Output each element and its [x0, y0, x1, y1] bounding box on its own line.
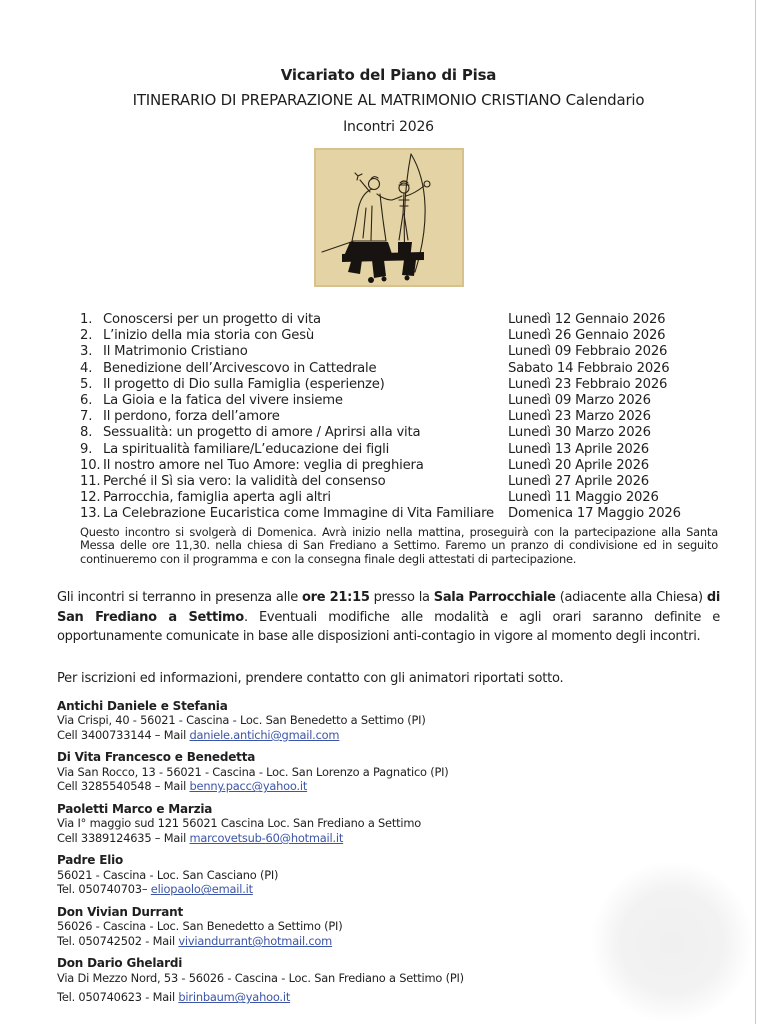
contact-name: Padre Elio [57, 853, 124, 868]
contact-block [57, 956, 720, 1005]
contacts-list [57, 699, 720, 1005]
contact-name: Antichi Daniele e Stefania [57, 698, 228, 713]
contact-phone: Tel. 050740623 - Mail [57, 990, 179, 1005]
schedule-number: 2. [80, 328, 93, 344]
wedding-couple-illustration [314, 148, 464, 287]
schedule-number: 12. [80, 490, 101, 506]
schedule-row [80, 377, 720, 393]
schedule-number: 6. [80, 393, 93, 409]
contact-address: Via San Rocco, 13 - 56021 - Cascina - Loc. San Lorenzo a Pagnatico (PI) [57, 764, 449, 779]
info-location-bold: di San Frediano a Settimo [57, 590, 721, 625]
info-text: Gli incontri si terranno in presenza alle [57, 590, 302, 606]
contact-name: Di Vita Francesco e Benedetta [57, 750, 256, 765]
contact-address: Via I° maggio sud 121 56021 Cascina Loc. San Frediano a Settimo [57, 816, 422, 831]
contact-name: Don Dario Ghelardi [57, 956, 183, 971]
schedule-number: 4. [80, 360, 93, 376]
contact-block [57, 905, 720, 949]
contact-block [57, 853, 720, 897]
sunday-meeting-note: Questo incontro si svolgerà di Domenica. Avrà inizio nella mattina, proseguirà con la partecipazione alla Santa Messa delle ore 11,30. nella chiesa di San Frediano a Settimo. Faremo un pranzo di condivisione ed in seguito continueremo con il programma e con la consegna finale degli attestati di partecipazione. [80, 524, 718, 566]
schedule-date: Lunedì 20 Aprile 2026 [508, 457, 649, 473]
schedule-topic: Perché il Sì sia vero: la validità del consenso [103, 474, 386, 490]
schedule-date: Lunedì 26 Gennaio 2026 [508, 328, 666, 344]
schedule-date: Lunedì 30 Marzo 2026 [508, 425, 651, 441]
contact-phone: Tel. 050742502 - Mail [57, 933, 179, 948]
contact-email-link[interactable]: benny.pacc@yahoo.it [189, 779, 308, 794]
contact-email-link[interactable]: eliopaolo@email.it [150, 882, 253, 897]
contact-phone-mail-line [57, 934, 720, 949]
couple-sketch-image [314, 148, 464, 287]
schedule-number: 5. [80, 376, 93, 392]
contact-block [57, 699, 720, 743]
contact-phone-mail-line [57, 990, 720, 1005]
schedule-topic: Parrocchia, famiglia aperta agli altri [103, 490, 331, 506]
schedule-topic: Il Matrimonio Cristiano [103, 344, 248, 360]
contact-email-link[interactable]: daniele.antichi@gmail.com [189, 727, 340, 742]
schedule-date: Lunedì 23 Marzo 2026 [508, 409, 651, 425]
contact-phone: Cell 3389124635 – Mail [57, 830, 190, 845]
schedule-date: Lunedì 27 Aprile 2026 [508, 474, 649, 490]
schedule-date: Lunedì 23 Febbraio 2026 [508, 376, 668, 392]
contacts-intro: Per iscrizioni ed informazioni, prendere contatto con gli animatori riportati sotto. [57, 670, 564, 686]
meeting-schedule-list [57, 312, 720, 523]
schedule-row [80, 361, 720, 377]
contact-address: Via Crispi, 40 - 56021 - Cascina - Loc. San Benedetto a Settimo (PI) [57, 713, 426, 728]
schedule-date: Lunedì 12 Gennaio 2026 [508, 312, 666, 327]
contact-address: Via Di Mezzo Nord, 53 - 56026 - Cascina - Loc. San Frediano a Settimo (PI) [57, 970, 464, 985]
schedule-topic: Il perdono, forza dell’amore [103, 409, 280, 425]
document-edition: Incontri 2026 [343, 119, 434, 135]
schedule-row [80, 490, 720, 506]
info-text: (adiacente alla Chiesa) [555, 590, 707, 606]
contact-phone: Cell 3400733144 – Mail [57, 727, 190, 742]
schedule-number: 13. [80, 506, 101, 522]
schedule-date: Domenica 17 Maggio 2026 [508, 506, 681, 522]
contact-phone-mail-line [57, 831, 720, 846]
schedule-row [80, 425, 720, 441]
schedule-number: 1. [80, 312, 93, 327]
schedule-date: Lunedì 09 Febbraio 2026 [508, 344, 668, 360]
contact-email-link[interactable]: marcovetsub-60@hotmail.it [189, 830, 344, 845]
info-text: . Eventuali modifiche alle modalità e agli orari saranno definite e opportunamente comunicate in base alle disposizioni anti-contagio in vigore al momento degli incontri. [57, 609, 721, 645]
contact-phone-mail-line [57, 779, 720, 794]
schedule-row [80, 474, 720, 490]
document-subtitle: ITINERARIO DI PREPARAZIONE AL MATRIMONIO CRISTIANO Calendario [132, 91, 645, 109]
schedule-row [80, 442, 720, 458]
schedule-topic: Benedizione dell’Arcivescovo in Cattedrale [103, 360, 377, 376]
contact-phone-mail-line [57, 728, 720, 743]
schedule-topic: Il nostro amore nel Tuo Amore: veglia di preghiera [103, 457, 424, 473]
schedule-date: Lunedì 13 Aprile 2026 [508, 441, 649, 457]
schedule-topic: L’inizio della mia storia con Gesù [103, 328, 315, 344]
schedule-number: 8. [80, 425, 93, 441]
contact-phone: Cell 3285540548 – Mail [57, 779, 190, 794]
contact-block [57, 802, 720, 846]
contact-phone: Tel. 050740703– [57, 882, 151, 897]
contact-phone-mail-line [57, 882, 720, 897]
document-header [57, 0, 720, 135]
schedule-number: 3. [80, 344, 93, 360]
contact-email-link[interactable]: birinbaum@yahoo.it [178, 990, 291, 1005]
schedule-number: 10. [80, 457, 101, 473]
schedule-row [80, 344, 720, 360]
document-title: Vicariato del Piano di Pisa [280, 66, 497, 84]
schedule-topic: Il progetto di Dio sulla Famiglia (esperienze) [103, 376, 385, 392]
schedule-number: 11. [80, 474, 101, 490]
schedule-topic: Conoscersi per un progetto di vita [103, 312, 321, 327]
contact-email-link[interactable]: viviandurrant@hotmail.com [178, 933, 333, 948]
page-right-edge [755, 0, 756, 1024]
schedule-number: 7. [80, 409, 93, 425]
contact-block [57, 750, 720, 794]
info-text: presso la [369, 590, 434, 606]
info-time-bold: ore 21:15 [301, 590, 370, 606]
schedule-topic: La spiritualità familiare/L’educazione dei figli [103, 441, 390, 457]
schedule-topic: Sessualità: un progetto di amore / Aprirsi alla vita [103, 425, 421, 441]
meeting-info-paragraph [57, 588, 720, 647]
schedule-row [80, 393, 720, 409]
info-place-bold: Sala Parrocchiale [433, 590, 556, 606]
schedule-row [80, 409, 720, 425]
contact-address: 56026 - Cascina - Loc. San Benedetto a Settimo (PI) [57, 919, 343, 934]
schedule-number: 9. [80, 441, 93, 457]
schedule-row [80, 506, 720, 522]
schedule-row [80, 458, 720, 474]
contact-name: Paoletti Marco e Marzia [57, 801, 213, 816]
schedule-date: Lunedì 09 Marzo 2026 [508, 393, 651, 409]
schedule-row [80, 312, 720, 328]
contact-address: 56021 - Cascina - Loc. San Casciano (PI) [57, 867, 279, 882]
schedule-topic: La Gioia e la fatica del vivere insieme [103, 393, 343, 409]
schedule-row [80, 328, 720, 344]
schedule-date: Lunedì 11 Maggio 2026 [508, 490, 659, 506]
schedule-date: Sabato 14 Febbraio 2026 [508, 360, 670, 376]
schedule-topic: La Celebrazione Eucaristica come Immagine di Vita Familiare [103, 506, 494, 522]
contact-name: Don Vivian Durrant [57, 904, 183, 919]
